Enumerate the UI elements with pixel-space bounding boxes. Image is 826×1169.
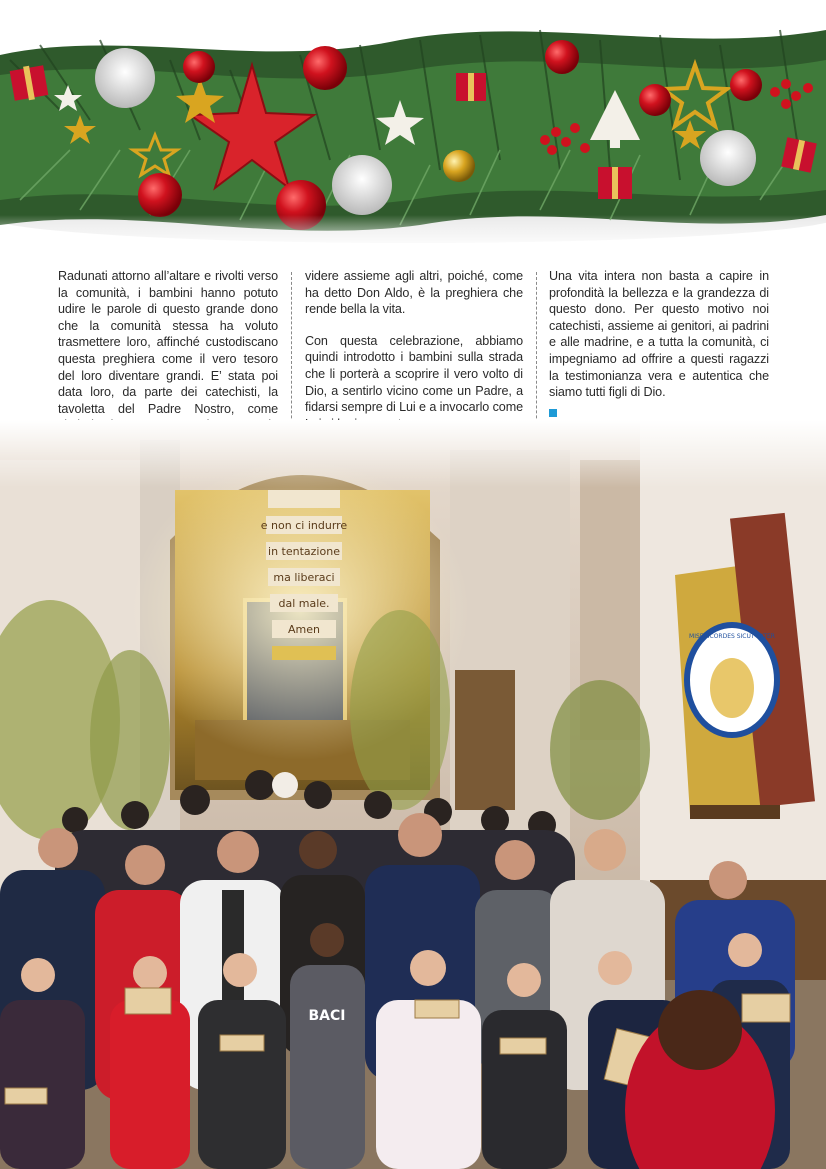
paragraph: Radunati attorno all’altare e rivolti verso la comunità, i bambini hanno potuto udire le parole di questo grande dono che la comunità stessa ha voluto trasmettere loro, affinché custodiscano questa preghiera come il vero tesoro del loro diventare grandi. E’ stata poi data loro, da parte dei catechisti, la tavoletta del Padre Nostro, come: [58, 269, 278, 416]
church-group-photo: [0, 420, 826, 1169]
paragraph: Una vita intera non basta a capire in profondità la bellezza e la grandezza di questo dono. Per questo motivo noi catechisti, assieme ai genitori, ai padrini e alle madrine, e a tutta la comunità, ci impegniamo ad offrire a questi ragazzi la testimonianza vera e autentica che siamo tutti figli di Dio.: [549, 269, 769, 400]
article-column-3: [549, 268, 769, 421]
red-ornament-ball: [183, 51, 215, 83]
paragraph: videre assieme agli altri, poiché, come ha detto Don Aldo, è la preghiera che rende bella la vita.: [305, 269, 523, 317]
paragraph: Con questa celebrazione, abbiamo quindi introdotto i bambini sulla strada che li porterà a scoprire il vero volto di Dio, a sentirlo vicino come un Padre, a fidarsi sempre di Lui e a invocarlo come: [305, 333, 523, 415]
end-of-article-mark: [549, 409, 557, 417]
gift-box-ornament: [10, 65, 49, 100]
christmas-garland-banner: [0, 0, 826, 250]
